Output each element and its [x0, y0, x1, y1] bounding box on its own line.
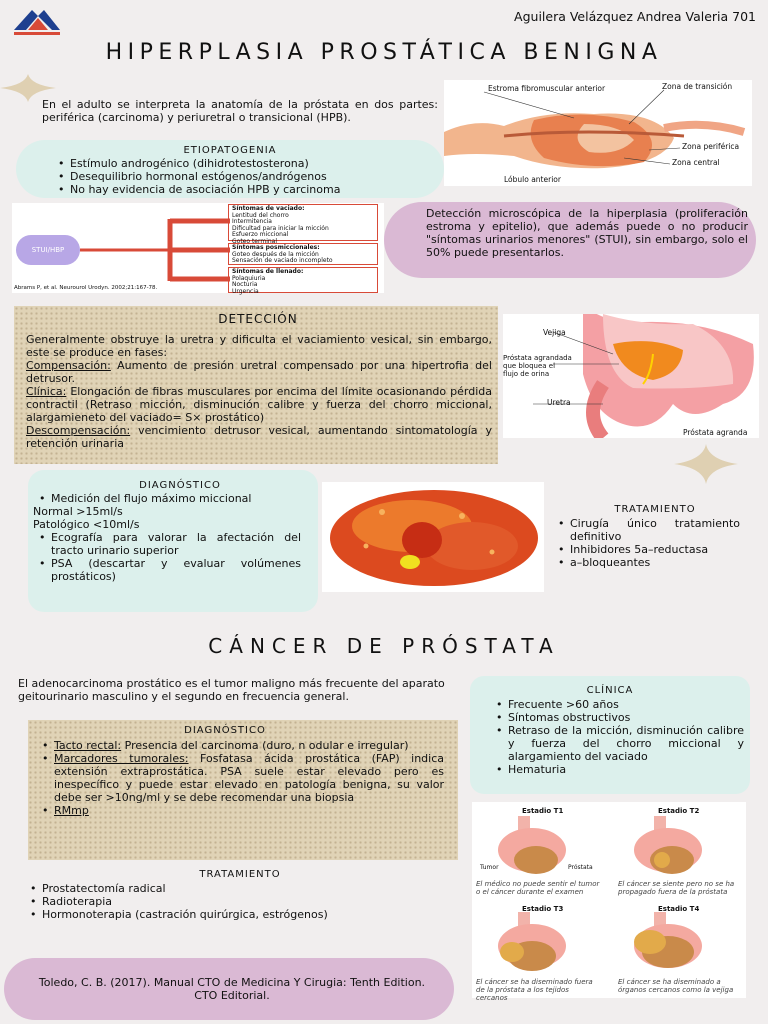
list-item: • PSA (descartar y evaluar volúmenes prostáticos): [33, 557, 301, 583]
list-item: • Radioterapia: [24, 895, 452, 908]
stui-group-posmiccionales: Síntomas posmiccionales: Goteo después de la micción Sensación de vaciado incompleto: [228, 243, 378, 265]
list-item: • Retraso de la micción, disminución calibre y fuerza del chorro miccional y alargamiento del vaciado: [490, 724, 744, 763]
etiopatogenia-list: [52, 157, 444, 196]
deteccion-title: DETECCIÓN: [218, 312, 298, 326]
stui-citation: Abrams P, et al. Neurourol Urodyn. 2002;21:167-78.: [14, 285, 158, 291]
star-icon: [674, 444, 738, 484]
deteccion-text: Generalmente obstruye la uretra y dificulta el vaciamiento vesical, sin embargo, este se produce en fases: Compensación: Aumento de presión uretral compensado por una hipertrofia del detrusor. Clínica: Elongación de fibras musculares por encima del límite ocasionando pérdida contractil (Retraso micción, disminución calibre y fuerza del chorro miccional, alargamieneto del vaciado= S× prostático) Descompensación: vencimiento detrusor vesical, aumentando sintomatología y retención urinaria: [26, 333, 492, 450]
list-item: • Frecuente >60 años: [490, 698, 744, 711]
list-item: • Marcadores tumorales: Fosfatasa ácida prostática (FAP) indica extensión extraprostática. PSA suele estar elevado pero es inespecífico y puede estar elevado en patología benigna, su valor debe ser >10ng/ml y se debe recomendar una biopsia: [36, 752, 444, 804]
stui-diagram: [12, 203, 384, 293]
list-item: • Cirugía único tratamiento definitivo: [552, 517, 740, 543]
stage-t3-drawing: [498, 912, 566, 971]
list-item: • RMmp: [36, 804, 444, 817]
reference-text: Toledo, C. B. (2017). Manual CTO de Medicina Y Cirugia: Tenth Edition. CTO Editorial.: [38, 976, 426, 1002]
list-item: • Medición del flujo máximo miccional: [33, 492, 301, 505]
anatomy-label: Zona de transición: [662, 82, 733, 91]
list-item: • a–bloqueantes: [552, 556, 740, 569]
stage-caption: El médico no puede sentir el tumor o el cáncer durante el examen: [476, 880, 600, 896]
diagnostico-hpb-list: [33, 492, 301, 583]
bladder-label: Vejiga: [543, 328, 566, 337]
stage-tag: Tumor: [480, 864, 499, 871]
stage-t4-drawing: [634, 912, 702, 968]
list-item: • Desequilibrio hormonal estógenos/andrógenos: [52, 170, 444, 183]
stui-center: STUI/HBP: [16, 235, 80, 265]
intro-text: En el adulto se interpreta la anatomía de la próstata en dos partes: periférica (carcinoma) y periuretral o transicional (HPB).: [42, 98, 438, 124]
stage-caption: El cáncer se siente pero no se ha propagado fuera de la próstata: [618, 880, 735, 896]
prostate-specimen-image: [322, 482, 544, 592]
list-item: • Inhibidores 5a–reductasa: [552, 543, 740, 556]
stage-t2-drawing: [634, 816, 702, 874]
enlarged-prostate-image: [503, 314, 759, 438]
tratamiento-hpb-list: [552, 517, 740, 569]
anatomy-label: Zona central: [672, 158, 720, 167]
page-title: HIPERPLASIA PROSTÁTICA BENIGNA: [105, 40, 663, 65]
stage-label: Estadio T3: [522, 905, 564, 913]
stui-group-vaciado: Síntomas de vaciado: Lentitud del chorro Intermitencia Dificultad para iniciar la micción Esfuerzo miccional Goteo terminal: [228, 204, 378, 241]
stui-group-llenado: Síntomas de llenado: Polaquiuria Nocturia Urgencia: [228, 267, 378, 293]
stage-tag: Próstata: [568, 864, 593, 871]
stage-caption: El cáncer se ha diseminado a órganos cercanos como la vejiga: [618, 978, 734, 994]
school-logo: [12, 4, 62, 38]
anatomy-label: Zona periférica: [682, 142, 740, 151]
stage-t1-drawing: [498, 816, 566, 874]
bladder-label: Próstata agranda: [683, 428, 748, 437]
cancer-intro: El adenocarcinoma prostático es el tumor maligno más frecuente del aparato geitourinario masculino y el segundo en frecuencia general.: [18, 677, 445, 703]
anatomy-label: Estroma fibromuscular anterior: [488, 84, 606, 93]
diagnostico-cancer-title: DIAGNÓSTICO: [184, 725, 266, 736]
stage-label: Estadio T1: [522, 807, 564, 815]
list-item: • Ecografía para valorar la afectación del tracto urinario superior: [33, 531, 301, 557]
cancer-stages-image: [472, 802, 746, 1002]
list-item: • Estímulo androgénico (dihidrotestosterona): [52, 157, 444, 170]
tratamiento-cancer-list: [24, 882, 452, 921]
stage-label: Estadio T2: [658, 807, 700, 815]
tratamiento-hpb-title: TRATAMIENTO: [614, 504, 696, 515]
prostate-anatomy-image: [444, 80, 752, 186]
flow-patologico: Patológico <10ml/s: [33, 518, 140, 531]
flow-normal: Normal >15ml/s: [33, 505, 123, 518]
stage-caption: El cáncer se ha diseminado fuera de la próstata a los tejidos cercanos: [476, 978, 593, 1002]
tratamiento-cancer-title: TRATAMIENTO: [199, 869, 281, 880]
stage-label: Estadio T4: [658, 905, 700, 913]
diagnostico-cancer-list: [36, 739, 444, 817]
list-item: • Hematuria: [490, 763, 744, 776]
anatomy-label: Lóbulo anterior: [504, 175, 561, 184]
detection-note-text: Detección microscópica de la hiperplasia (proliferación estroma y epitelio), que además puede o no producir "síntomas urinarios menores" (STUI), sin embargo, solo el 50% puede presentarlos.: [426, 207, 748, 259]
author-name: Aguilera Velázquez Andrea Valeria 701: [514, 9, 756, 24]
diagnostico-hpb-title: DIAGNÓSTICO: [139, 480, 221, 491]
clinica-title: CLÍNICA: [586, 685, 634, 696]
list-item: • Síntomas obstructivos: [490, 711, 744, 724]
list-item: • Prostatectomía radical: [24, 882, 452, 895]
list-item: • No hay evidencia de asociación HPB y carcinoma: [52, 183, 444, 196]
list-item: • Tacto rectal: Presencia del carcinoma (duro, n odular e irregular): [36, 739, 444, 752]
bladder-label: Uretra: [547, 398, 571, 407]
clinica-list: [490, 698, 744, 776]
list-item: • Hormonoterapia (castración quirúrgica, estrógenos): [24, 908, 452, 921]
bladder-label: Próstata agrandada que bloquea el flujo de orina: [503, 354, 572, 378]
etiopatogenia-title: ETIOPATOGENIA: [183, 145, 277, 156]
cancer-title: CÁNCER DE PRÓSTATA: [208, 634, 560, 658]
